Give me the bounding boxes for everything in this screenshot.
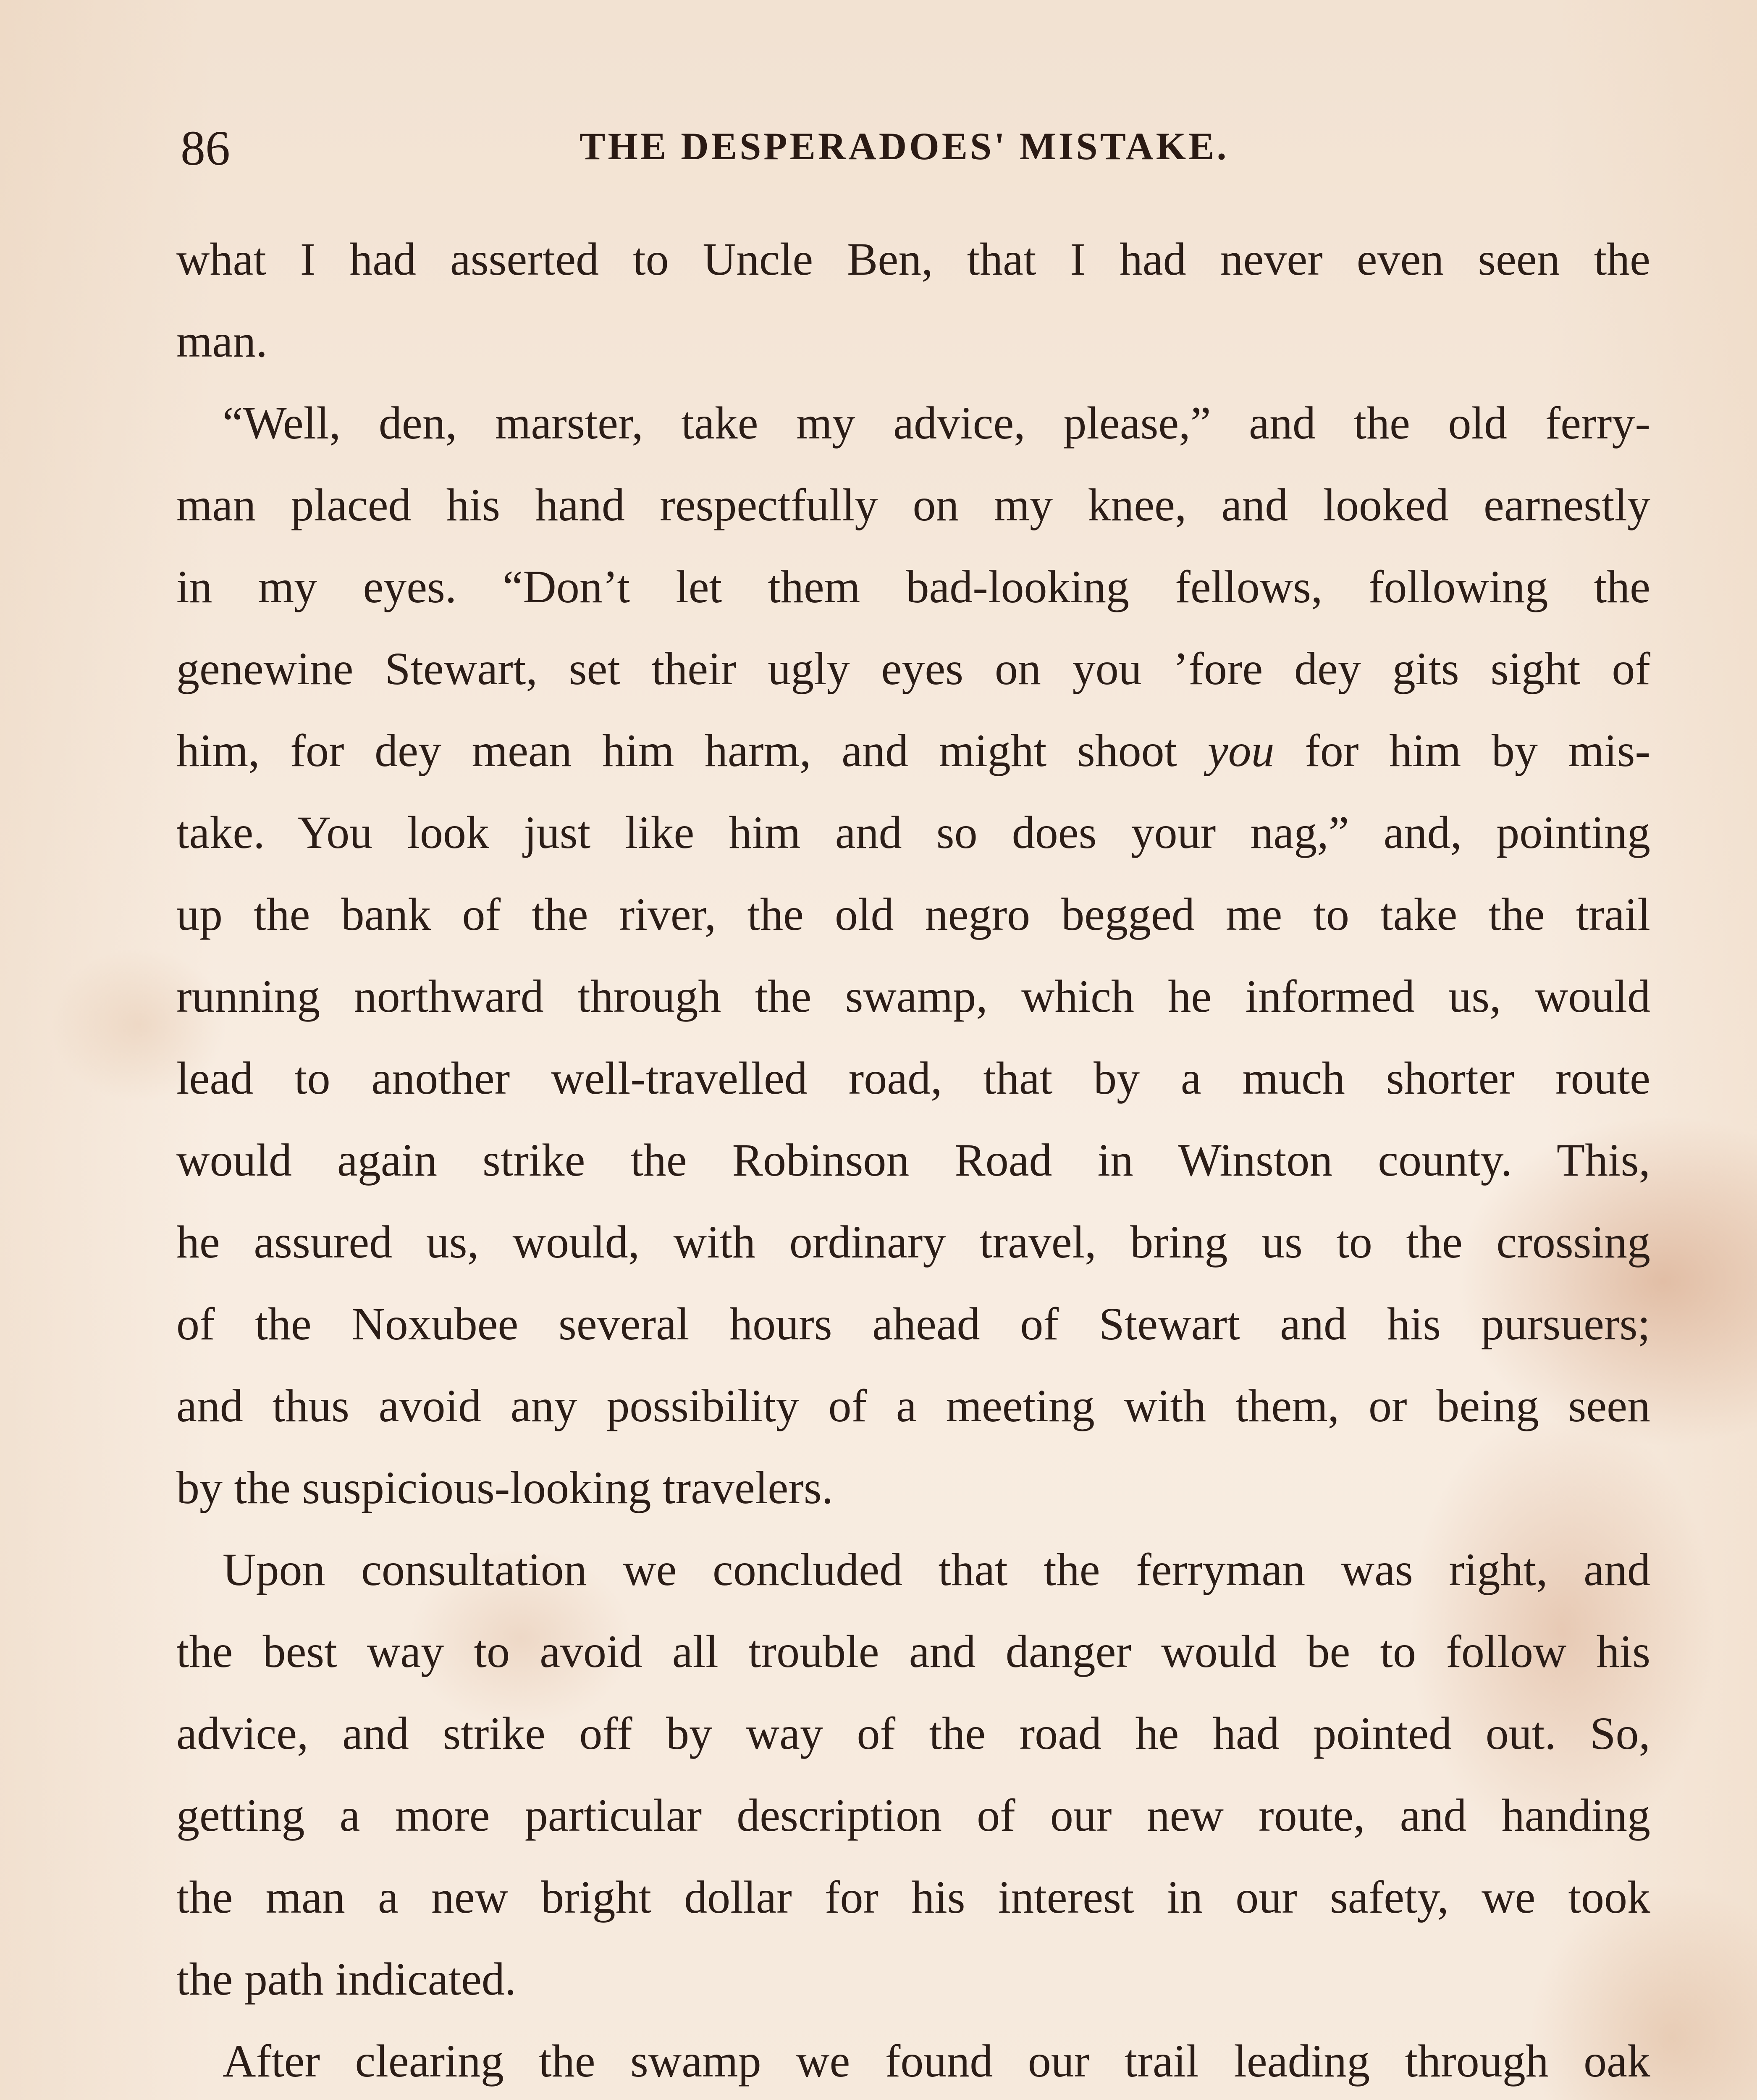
text-line: running northward through the swamp, which he informed us, would xyxy=(176,971,1650,1022)
running-head xyxy=(181,103,1659,187)
text-line: getting a more particular description of our new route, and handing xyxy=(176,1790,1650,1841)
text-line: the path indicated. xyxy=(176,1953,517,2005)
text-segment: for him by mis- xyxy=(1305,725,1651,776)
page-number: 86 xyxy=(181,121,230,176)
text-line: advice, and strike off by way of the road he had pointed out. So, xyxy=(176,1708,1650,1759)
text-line: Upon consultation we concluded that the ferryman was right, and xyxy=(223,1544,1650,1595)
text-line: in my eyes. “Don’t let them bad-looking fellows, following the xyxy=(176,561,1650,612)
text-line: would again strike the Robinson Road in Winston county. This, xyxy=(176,1134,1650,1186)
text-line: he assured us, would, with ordinary travel, bring us to the crossing xyxy=(176,1216,1650,1268)
text-line: genewine Stewart, set their ugly eyes on you ’fore dey gits sight of xyxy=(176,643,1650,694)
text-segment: him, for dey mean him harm, and might shoot xyxy=(176,725,1177,776)
text-line: take. You look just like him and so does your nag,” and, pointing xyxy=(176,807,1650,858)
text-line: lead to another well-travelled road, that by a much shorter route xyxy=(176,1053,1650,1104)
text-line: of the Noxubee several hours ahead of Stewart and his pursuers; xyxy=(176,1298,1650,1349)
text-line: the man a new bright dollar for his interest in our safety, we took xyxy=(176,1872,1650,1923)
text-line: “Well, den, marster, take my advice, please,” and the old ferry- xyxy=(223,397,1650,449)
text-line: After clearing the swamp we found our trail leading through oak xyxy=(223,2035,1650,2087)
text-line: man. xyxy=(176,315,267,367)
body-text xyxy=(176,218,1650,2100)
text-line: by the suspicious-looking travelers. xyxy=(176,1462,834,1513)
text-line: the best way to avoid all trouble and danger would be to follow his xyxy=(176,1626,1650,1677)
italic-word: you xyxy=(1207,725,1274,776)
text-line: up the bank of the river, the old negro begged me to take the trail xyxy=(176,889,1650,940)
text-line xyxy=(176,710,1650,792)
text-line: and thus avoid any possibility of a meeting with them, or being seen xyxy=(176,1380,1650,1431)
running-title: THE DESPERADOES' MISTAKE. xyxy=(580,125,1229,168)
text-line: man placed his hand respectfully on my knee, and looked earnestly xyxy=(176,479,1650,530)
text-line: what I had asserted to Uncle Ben, that I had never even seen the xyxy=(176,234,1650,285)
